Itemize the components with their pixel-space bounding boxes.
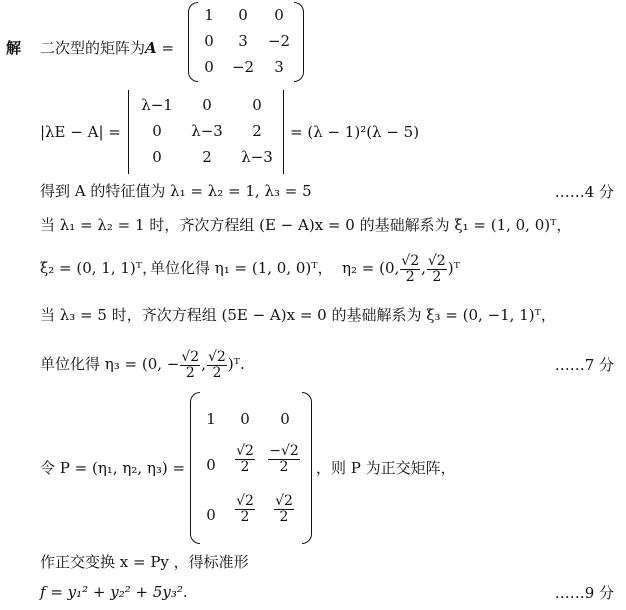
matrix-a-cell: −2 [267, 32, 291, 50]
fraction [427, 254, 447, 285]
transform-line: 作正交变换 x = Py ，得标准形 [40, 553, 249, 571]
intro-label: 二次型的矩阵为 [40, 39, 146, 57]
fraction [268, 444, 300, 475]
final-line: f = y₁² + y₂² + 5y₃². [40, 583, 188, 601]
matrix-p-cell [266, 494, 302, 525]
det-cell: λ−3 [241, 148, 273, 166]
fraction-denominator: 2 [432, 268, 442, 285]
p-tail: ，则 P 为正交矩阵， [316, 459, 456, 477]
case2-line: 当 λ₃ = 5 时，齐次方程组 (5E − A)x = 0 的基础解系为 ξ₃ = (0, −1, 1)ᵀ， [40, 306, 556, 324]
case2-unit-tail: )ᵀ. [227, 355, 245, 373]
matrix-a-cell: 0 [238, 6, 248, 24]
case1-unit: 单位化得 η₁ = (1, 0, 0)ᵀ， [150, 259, 333, 277]
fraction-denominator: 2 [240, 459, 250, 475]
matrix-p [190, 392, 312, 544]
det-bar-left [128, 90, 131, 174]
fraction [235, 494, 255, 525]
det-cell: 2 [202, 148, 212, 166]
score-4: ……4 分 [554, 183, 614, 201]
fraction [274, 494, 294, 525]
matrix-p-cell: 0 [206, 506, 216, 524]
left-paren [190, 392, 200, 544]
matrix-a-cell: −2 [231, 58, 255, 76]
case1-xi2: ξ₂ = (0, 1, 1)ᵀ， [40, 259, 158, 277]
matrix-a-cell: 0 [204, 32, 214, 50]
comma: , [201, 355, 206, 373]
matrix-a [188, 2, 304, 82]
fraction [207, 350, 227, 381]
fraction-numerator: √2 [236, 493, 254, 509]
fraction-numerator: √2 [275, 493, 293, 509]
det-lhs: |λE − A| = [40, 123, 121, 141]
eta3-expression [40, 344, 245, 384]
fraction-denominator: 2 [240, 509, 250, 525]
fraction-numerator: √2 [236, 443, 254, 459]
case1-line: 当 λ₁ = λ₂ = 1 时，齐次方程组 (E − A)x = 0 的基础解系为 ξ₁ = (1, 0, 0)ᵀ， [40, 216, 572, 234]
det-bar-right [281, 90, 284, 174]
fraction [180, 350, 200, 381]
case2-unit-prefix: 单位化得 η₃ = (0, − [40, 355, 180, 373]
right-paren [294, 2, 304, 82]
det-cell: 0 [202, 96, 212, 114]
score-7: ……7 分 [554, 356, 614, 374]
det-cell: 0 [152, 122, 162, 140]
comma: , [421, 259, 426, 277]
matrix-p-cell: 1 [206, 410, 216, 428]
eta2-prefix: η₂ = (0, [342, 259, 400, 277]
eigenvalue-line: 得到 A 的特征值为 λ₁ = λ₂ = 1, λ₃ = 5 [40, 182, 312, 200]
matrix-p-cell: 0 [240, 410, 250, 428]
det-result: = (λ − 1)²(λ − 5) [290, 123, 420, 141]
matrix-a-cell: 3 [238, 32, 248, 50]
det-cell: 0 [152, 148, 162, 166]
score-9: ……9 分 [554, 584, 614, 602]
eta2-expression [342, 248, 460, 288]
matrix-p-cell [228, 444, 262, 475]
intro-text [40, 38, 174, 58]
p-lhs: 令 P = (η₁, η₂, η₃) = [40, 459, 186, 477]
fraction-denominator: 2 [279, 509, 289, 525]
matrix-p-cell: 0 [280, 410, 290, 428]
fraction-denominator: 2 [279, 459, 289, 475]
fraction-numerator: √2 [427, 252, 446, 269]
fraction-denominator: 2 [185, 364, 195, 381]
fraction-numerator: √2 [207, 348, 226, 365]
det-matrix [128, 90, 284, 174]
matrix-p-cell [264, 444, 304, 475]
matrix-a-cell: 0 [274, 6, 284, 24]
fraction-numerator: −√2 [269, 443, 299, 459]
det-cell: λ−1 [141, 96, 173, 114]
fraction-denominator: 2 [212, 364, 222, 381]
equals-sign: = [161, 39, 175, 57]
fraction-denominator: 2 [405, 268, 415, 285]
matrix-a-cell: 1 [204, 6, 214, 24]
matrix-symbol-a: A [145, 39, 157, 57]
matrix-a-cell: 0 [204, 58, 214, 76]
fraction-numerator: √2 [181, 348, 200, 365]
fraction [235, 444, 255, 475]
det-cell: λ−3 [191, 122, 223, 140]
matrix-p-cell [228, 494, 262, 525]
fraction-numerator: √2 [401, 252, 420, 269]
matrix-a-cell: 3 [274, 58, 284, 76]
fraction [400, 254, 420, 285]
vector-tail: )ᵀ [447, 259, 460, 277]
det-cell: 0 [252, 96, 262, 114]
det-cell: 2 [252, 122, 262, 140]
matrix-p-cell: 0 [206, 456, 216, 474]
solution-label: 解 [6, 39, 22, 57]
